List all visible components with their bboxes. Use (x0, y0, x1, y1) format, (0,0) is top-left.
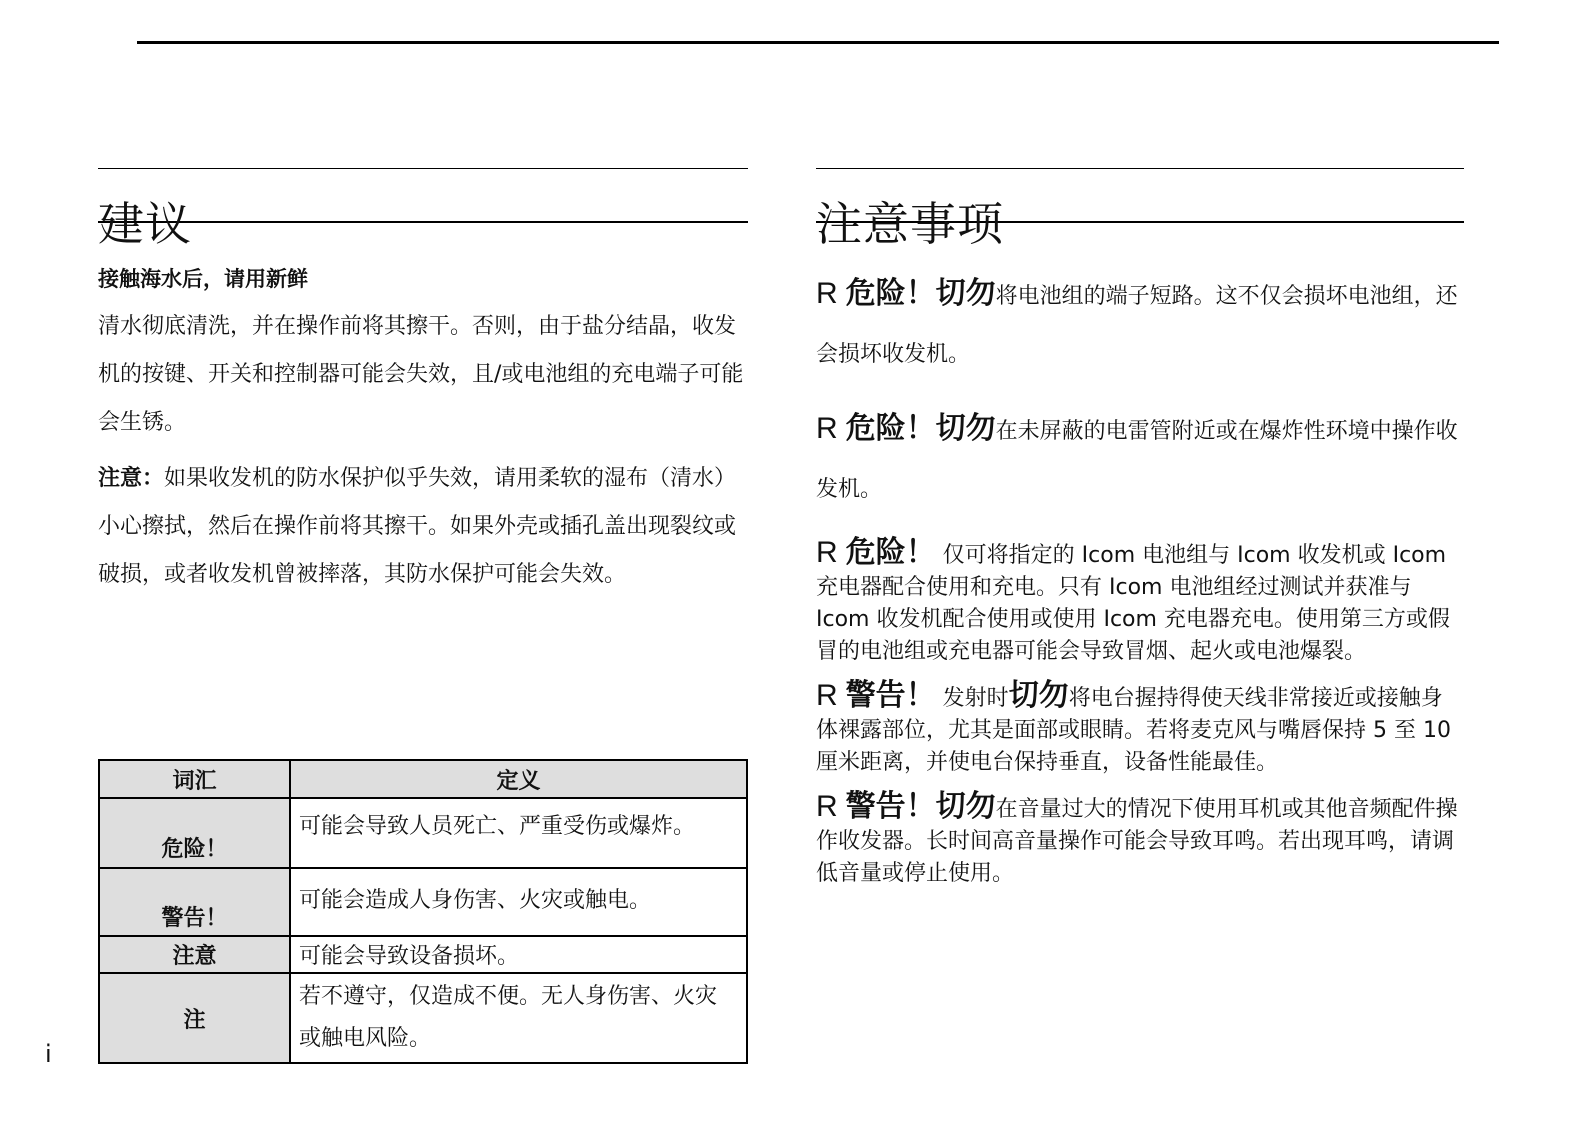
table-row (99, 868, 747, 936)
r-marker: R (816, 277, 838, 310)
term-cell (99, 868, 290, 936)
r-marker: R (816, 679, 838, 712)
left-column (98, 168, 748, 599)
r-marker: R (816, 412, 838, 445)
warning-level: 警告！ (845, 789, 936, 824)
precaution-text: 仅可将指定的 Icom 电池组与 Icom 收发机或 Icom 充电器配合使用和充电。只有 Icom 电池组经过测试并获准与 Icom 收发机配合使用或使用 Icom 充电器充电。使用第三方或假冒的电池组或充电器可能会导致冒烟、起火或电池爆裂。 (816, 543, 1450, 664)
r-marker: R (816, 536, 838, 569)
keyword: 切勿 (935, 411, 996, 446)
body-text: 清水彻底清洗，并在操作前将其擦干。否则，由于盐分结晶，收发机的按键、开关和控制器可能会失效，且/或电池组的充电端子可能会生锈。 (98, 314, 744, 435)
precaution-item (816, 791, 1464, 890)
warning-level: 危险！ (845, 411, 936, 446)
keyword: 切勿 (935, 276, 996, 311)
top-rule (137, 41, 1499, 44)
page-number: i (45, 1040, 52, 1068)
section-header-recommendation (98, 168, 748, 251)
term-text: 注意 (172, 944, 217, 969)
term-cell (99, 798, 290, 868)
table-row (99, 973, 747, 1063)
precaution-item (816, 400, 1464, 519)
table-header-definition: 定义 (290, 760, 747, 798)
warning-level: 危险！ (845, 276, 936, 311)
table-row (99, 936, 747, 973)
table-header-row (99, 760, 747, 798)
term-text: 警告！ (161, 905, 228, 931)
definition-text: 若不遵守，仅造成不便。无人身伤害、火灾或触电风险。 (299, 984, 718, 1051)
right-column (816, 168, 1464, 890)
precaution-item (816, 265, 1464, 384)
precaution-text: 将电池组的端子短路。这不仅会损坏电池组，还会损坏收发机。 (816, 284, 1458, 367)
precaution-item (816, 680, 1464, 779)
precaution-text: 在音量过大的情况下使用耳机或其他音频配件操作收发器。长时间高音量操作可能会导致耳鸣。若出现耳鸣，请调低音量或停止使用。 (816, 797, 1458, 886)
table-header-term: 词汇 (99, 760, 290, 798)
term-cell (99, 936, 290, 973)
warning-level: 危险！ (845, 535, 936, 570)
term-text: 注 (183, 1007, 206, 1033)
section-header-precautions (816, 168, 1464, 251)
keyword: 切勿 (1008, 678, 1069, 713)
vocabulary-table (98, 759, 748, 1064)
definition-cell (290, 798, 747, 868)
definition-text: 可能会造成人身伤害、火灾或触电。 (299, 888, 652, 913)
note-paragraph (98, 455, 748, 599)
definition-cell (290, 868, 747, 936)
r-marker: R (816, 790, 838, 823)
note-text: 如果收发机的防水保护似乎失效，请用柔软的湿布（清水）小心擦拭，然后在操作前将其擦干。如果外壳或插孔盖出现裂纹或破损，或者收发机曾被摔落，其防水保护可能会失效。 (98, 466, 737, 587)
lead-text: 接触海水后，请用新鲜 (98, 267, 308, 291)
definition-text: 可能会导致设备损坏。 (299, 944, 520, 969)
definition-cell (290, 973, 747, 1063)
note-label: 注意： (98, 466, 165, 491)
section-title-precautions: 注意事项 (816, 196, 1004, 251)
definition-text: 可能会导致人员死亡、严重受伤或爆炸。 (299, 814, 696, 839)
precaution-prefix: 发射时 (942, 686, 1009, 711)
precaution-text: 在未屏蔽的电雷管附近或在爆炸性环境中操作收发机。 (816, 419, 1458, 502)
keyword: 切勿 (935, 789, 996, 824)
table-row (99, 798, 747, 868)
precaution-item (816, 537, 1464, 668)
warning-level: 警告！ (845, 678, 936, 713)
section-title-recommendation: 建议 (98, 196, 192, 251)
term-cell (99, 973, 290, 1063)
definition-cell (290, 936, 747, 973)
term-text: 危险！ (161, 836, 228, 862)
precaution-text: 将电台握持得使天线非常接近或接触身体裸露部位，尤其是面部或眼睛。若将麦克风与嘴唇保持 5 至 10 厘米距离，并使电台保持垂直，设备性能最佳。 (816, 686, 1451, 775)
